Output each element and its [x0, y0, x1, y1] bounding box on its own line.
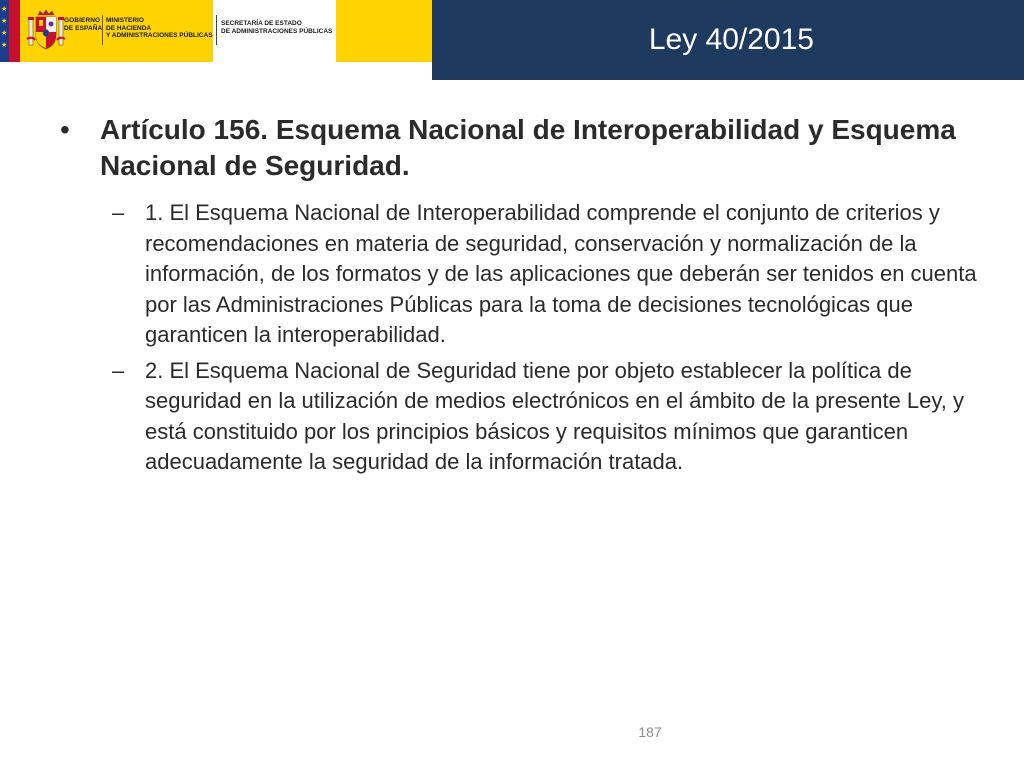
- page-number: 187: [638, 724, 662, 740]
- header-yellow-band: [336, 0, 432, 62]
- article-heading: [60, 112, 980, 184]
- dash-icon: –: [112, 200, 125, 225]
- slide-content: [60, 112, 980, 483]
- secretariat-divider: [216, 15, 217, 45]
- flag-strip: [0, 0, 20, 62]
- bullet-icon: •: [60, 114, 70, 145]
- paragraph-2-text: 2. El Esquema Nacional de Seguridad tiene por objeto establecer la política de seguridad en la utilización de medios electrónicos en el ámbito de la presente Ley, y está constituido por los principios básicos y requisitos mínimos que garanticen adecuadamente la seguridad de la información tratada.: [145, 357, 964, 474]
- eu-star-icon: ★: [1, 29, 8, 37]
- paragraph-1-text: 1. El Esquema Nacional de Interoperabilidad comprende el conjunto de criterios y recomendaciones en materia de seguridad, conservación y normalización de la información, de los formatos y de las aplicaciones que deberán ser tenidos en cuenta por las Administraciones Públicas para la toma de decisiones tecnológicas que garanticen la interoperabilidad.: [145, 200, 977, 347]
- spain-flag-band: [9, 0, 20, 62]
- list-item: [60, 198, 980, 351]
- dash-icon: –: [112, 357, 125, 383]
- secretariat-label: SECRETARÍA DE ESTADO DE ADMINISTRACIONES PÚBLICAS: [221, 20, 333, 35]
- title-bar: [432, 0, 1024, 80]
- article-paragraphs: [60, 198, 980, 478]
- ministry-label: MINISTERIO DE HACIENDA Y ADMINISTRACIONES PÚBLICAS: [106, 17, 213, 39]
- government-logo: [20, 0, 213, 62]
- slide-title: Ley 40/2015: [648, 23, 814, 56]
- eu-star-icon: ★: [1, 41, 8, 49]
- eu-star-icon: ★: [1, 17, 8, 25]
- slide-header: [0, 0, 1024, 80]
- article-heading-text: Artículo 156. Esquema Nacional de Interoperabilidad y Esquema Nacional de Seguridad.: [100, 114, 956, 181]
- secretariat-block: [216, 0, 336, 62]
- government-label: GOBIERNO DE ESPAÑA: [64, 17, 103, 32]
- logo-divider: [102, 15, 103, 45]
- eu-star-icon: ★: [1, 5, 8, 13]
- list-item: [60, 356, 980, 478]
- coat-of-arms-icon: [26, 9, 66, 53]
